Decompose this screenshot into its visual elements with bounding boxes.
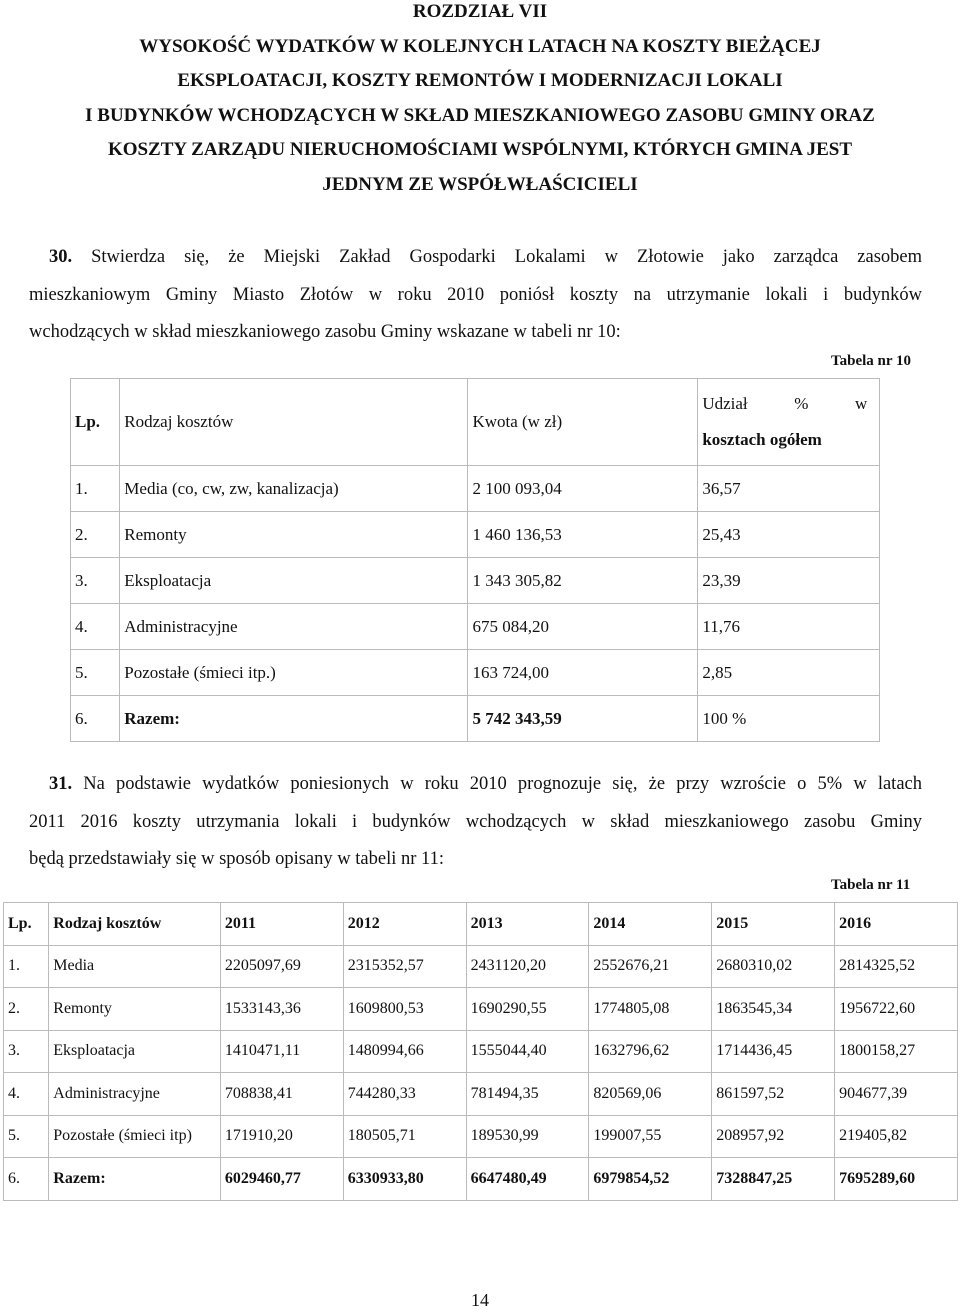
table-row: [71, 466, 880, 512]
paragraph-text: Na podstawie wydatków poniesionych w roku 2010 prognozuje się, że przy wzroście o 5% w latach: [83, 774, 922, 794]
cell-lp: 3.: [71, 558, 120, 604]
header-year: 2014: [589, 903, 712, 946]
table-row: [4, 1030, 958, 1073]
cell-value: 2552676,21: [589, 945, 712, 988]
header-lp: Lp.: [4, 903, 49, 946]
header-cost-type: Rodzaj kosztów: [49, 903, 221, 946]
cell-value: 189530,99: [466, 1115, 589, 1158]
cell-lp: 3.: [4, 1030, 49, 1073]
header-year: 2011: [220, 903, 343, 946]
cell-value: 1774805,08: [589, 988, 712, 1031]
table-row: [71, 558, 880, 604]
cell-cost-type: Pozostałe (śmieci itp): [49, 1115, 221, 1158]
table-11-caption: Tabela nr 11: [831, 877, 911, 893]
cell-share: 2,85: [698, 650, 880, 696]
cell-cost-type: Media: [49, 945, 221, 988]
chapter-title-line: I BUDYNKÓW WCHODZĄCYCH W SKŁAD MIESZKANIOWEGO ZASOBU GMINY ORAZ: [85, 104, 875, 126]
cell-value: 219405,82: [835, 1115, 958, 1158]
header-year: 2016: [835, 903, 958, 946]
cell-lp: 6.: [4, 1158, 49, 1201]
table-row: [4, 1115, 958, 1158]
table-row: [71, 604, 880, 650]
chapter-title-line: JEDNYM ZE WSPÓŁWŁAŚCICIELI: [322, 173, 638, 195]
table-11: [3, 902, 958, 1201]
paragraph-text: wchodzących w skład mieszkaniowego zasobu Gminy wskazane w tabeli nr 10:: [29, 322, 621, 342]
cell-amount: 2 100 093,04: [468, 466, 698, 512]
header-year: 2013: [466, 903, 589, 946]
table-header-row: [71, 379, 880, 466]
cell-value: 7695289,60: [835, 1158, 958, 1201]
paragraph-number: 31.: [49, 774, 73, 794]
cell-value: 1690290,55: [466, 988, 589, 1031]
cell-lp: 4.: [4, 1073, 49, 1116]
cell-lp: 6.: [71, 696, 120, 742]
cell-amount: 5 742 343,59: [468, 696, 698, 742]
cell-value: 1863545,34: [712, 988, 835, 1031]
cell-cost-type: Pozostałe (śmieci itp.): [120, 650, 468, 696]
cell-amount: 163 724,00: [468, 650, 698, 696]
cell-cost-type: Media (co, cw, zw, kanalizacja): [120, 466, 468, 512]
cell-value: 781494,35: [466, 1073, 589, 1116]
cell-amount: 1 460 136,53: [468, 512, 698, 558]
header-lp: Lp.: [71, 379, 120, 466]
cell-share: 100 %: [698, 696, 880, 742]
cell-cost-type: Administracyjne: [49, 1073, 221, 1116]
paragraph-text: Stwierdza się, że Miejski Zakład Gospodarki Lokalami w Złotowie jako zarządca zasobem: [91, 247, 922, 267]
table-total-row: [4, 1158, 958, 1201]
cell-value: 1609800,53: [343, 988, 466, 1031]
cell-lp: 5.: [4, 1115, 49, 1158]
paragraph-31: [29, 766, 922, 879]
header-share-line2: kosztach ogółem: [702, 430, 822, 449]
page-number: 14: [471, 1290, 489, 1310]
cell-value: 861597,52: [712, 1073, 835, 1116]
header-share-line1: Udział % w: [702, 394, 868, 413]
cell-value: 199007,55: [589, 1115, 712, 1158]
cell-value: 744280,33: [343, 1073, 466, 1116]
header-year: 2015: [712, 903, 835, 946]
cell-value: 1555044,40: [466, 1030, 589, 1073]
cell-lp: 1.: [71, 466, 120, 512]
cell-cost-type: Eksploatacja: [120, 558, 468, 604]
cell-value: 208957,92: [712, 1115, 835, 1158]
table-10-caption: Tabela nr 10: [831, 353, 912, 369]
table-total-row: [71, 696, 880, 742]
cell-lp: 2.: [71, 512, 120, 558]
chapter-heading: [0, 0, 960, 202]
cell-cost-type: Eksploatacja: [49, 1030, 221, 1073]
cell-lp: 1.: [4, 945, 49, 988]
header-cost-type: Rodzaj kosztów: [120, 379, 468, 466]
table-10: [70, 378, 880, 742]
cell-value: 2315352,57: [343, 945, 466, 988]
cell-share: 36,57: [698, 466, 880, 512]
chapter-title-line: WYSOKOŚĆ WYDATKÓW W KOLEJNYCH LATACH NA KOSZTY BIEŻĄCEJ: [139, 35, 821, 57]
cell-value: 1480994,66: [343, 1030, 466, 1073]
paragraph-text: 2011 2016 koszty utrzymania lokali i budynków wchodzących w skład mieszkaniowego zasobu Gminy: [29, 811, 922, 832]
cell-value: 1956722,60: [835, 988, 958, 1031]
cell-value: 1632796,62: [589, 1030, 712, 1073]
header-amount: Kwota (w zł): [468, 379, 698, 466]
cell-lp: 4.: [71, 604, 120, 650]
header-share: [698, 379, 880, 466]
cell-value: 6979854,52: [589, 1158, 712, 1201]
table-row: [4, 945, 958, 988]
cell-amount: 1 343 305,82: [468, 558, 698, 604]
cell-value: 1410471,11: [220, 1030, 343, 1073]
cell-value: 1800158,27: [835, 1030, 958, 1073]
cell-share: 11,76: [698, 604, 880, 650]
cell-lp: 5.: [71, 650, 120, 696]
table-row: [71, 512, 880, 558]
cell-value: 180505,71: [343, 1115, 466, 1158]
cell-value: 6330933,80: [343, 1158, 466, 1201]
header-year: 2012: [343, 903, 466, 946]
table-row: [4, 1073, 958, 1116]
cell-amount: 675 084,20: [468, 604, 698, 650]
cell-lp: 2.: [4, 988, 49, 1031]
cell-cost-type: Razem:: [49, 1158, 221, 1201]
cell-cost-type: Remonty: [120, 512, 468, 558]
cell-value: 820569,06: [589, 1073, 712, 1116]
cell-value: 904677,39: [835, 1073, 958, 1116]
cell-value: 2205097,69: [220, 945, 343, 988]
paragraph-text: mieszkaniowym Gminy Miasto Złotów w roku 2010 poniósł koszty na utrzymanie lokali i budynków: [29, 284, 922, 305]
cell-value: 6029460,77: [220, 1158, 343, 1201]
paragraph-text: będą przedstawiały się w sposób opisany w tabeli nr 11:: [29, 849, 444, 869]
cell-share: 25,43: [698, 512, 880, 558]
table-header-row: [4, 903, 958, 946]
chapter-title-line: KOSZTY ZARZĄDU NIERUCHOMOŚCIAMI WSPÓLNYMI, KTÓRYCH GMINA JEST: [107, 139, 853, 160]
cell-cost-type: Razem:: [120, 696, 468, 742]
paragraph-number: 30.: [49, 247, 73, 267]
cell-cost-type: Administracyjne: [120, 604, 468, 650]
table-row: [71, 650, 880, 696]
cell-share: 23,39: [698, 558, 880, 604]
cell-value: 6647480,49: [466, 1158, 589, 1201]
table-row: [4, 988, 958, 1031]
cell-cost-type: Remonty: [49, 988, 221, 1031]
cell-value: 171910,20: [220, 1115, 343, 1158]
cell-value: 2431120,20: [466, 945, 589, 988]
cell-value: 2814325,52: [835, 945, 958, 988]
cell-value: 2680310,02: [712, 945, 835, 988]
chapter-number: ROZDZIAŁ VII: [412, 1, 548, 22]
cell-value: 7328847,25: [712, 1158, 835, 1201]
cell-value: 708838,41: [220, 1073, 343, 1116]
chapter-title-line: EKSPLOATACJI, KOSZTY REMONTÓW I MODERNIZACJI LOKALI: [177, 70, 783, 91]
paragraph-30: [29, 239, 922, 352]
cell-value: 1533143,36: [220, 988, 343, 1031]
cell-value: 1714436,45: [712, 1030, 835, 1073]
